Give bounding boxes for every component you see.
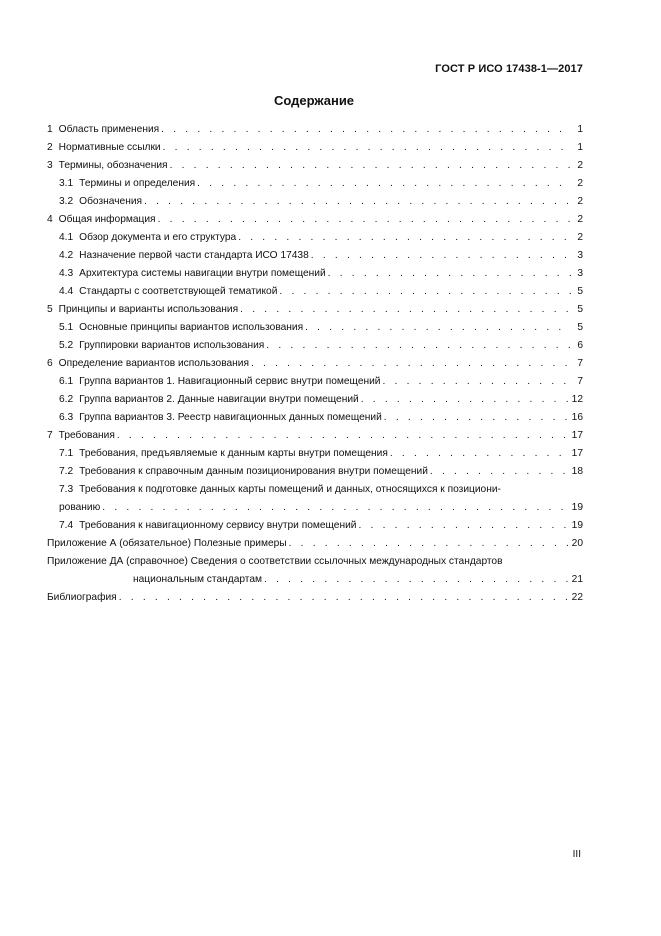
- toc-entry-number: 3: [47, 160, 53, 171]
- dot-leader: [264, 571, 570, 589]
- toc-entry-number: 7: [47, 430, 53, 441]
- dot-leader: [305, 319, 571, 337]
- toc-entry-page: 6: [577, 340, 583, 351]
- toc-entry-label: Обозначения: [79, 196, 143, 207]
- toc-entry-number: 6.2: [59, 394, 74, 405]
- toc-entry[interactable]: [47, 355, 583, 373]
- toc-entry[interactable]: [47, 211, 583, 229]
- dot-leader: [384, 409, 570, 427]
- toc-entry-page: 3: [577, 268, 583, 279]
- toc-entry-page: 7: [577, 376, 583, 387]
- page-folio: III: [572, 849, 581, 860]
- toc-entry-number: 5.1: [59, 322, 74, 333]
- toc-entry-page: 1: [577, 142, 583, 153]
- toc-entry-label: Группа вариантов 1. Навигационный сервис внутри помещений: [79, 376, 381, 387]
- toc-entry[interactable]: [47, 373, 583, 391]
- toc-entry-page: 7: [577, 358, 583, 369]
- toc-entry-label: Основные принципы вариантов использования: [79, 322, 304, 333]
- dot-leader: [163, 139, 571, 157]
- toc-entry[interactable]: [47, 445, 583, 463]
- toc-entry[interactable]: [47, 139, 583, 157]
- toc-entry-label: Обзор документа и его структура: [79, 232, 237, 243]
- toc-entry-page: 21: [571, 574, 583, 585]
- toc-entry-label: Требования к подготовке данных карты помещений и данных, относящихся к позициони-: [79, 484, 501, 495]
- toc-entry-number: 6.3: [59, 412, 74, 423]
- toc-entry[interactable]: [47, 409, 583, 427]
- toc-entry-page: 2: [577, 196, 583, 207]
- dot-leader: [144, 193, 571, 211]
- dot-leader: [251, 355, 571, 373]
- toc-entry-page: 20: [571, 538, 583, 549]
- toc-entry-label: Архитектура системы навигации внутри помещений: [79, 268, 326, 279]
- toc-entry-appendix-da[interactable]: [47, 553, 583, 589]
- toc-entry-number: 2: [47, 142, 53, 153]
- toc-entry-appendix-a[interactable]: [47, 535, 583, 553]
- toc-entry-bibliography[interactable]: [47, 589, 583, 607]
- toc-entry-page: 2: [577, 160, 583, 171]
- toc-entry-label: Определение вариантов использования: [58, 358, 249, 369]
- toc-entry-label: Принципы и варианты использования: [58, 304, 239, 315]
- toc-entry[interactable]: [47, 157, 583, 175]
- dot-leader: [197, 175, 571, 193]
- toc-entry-page: 2: [577, 232, 583, 243]
- dot-leader: [328, 265, 571, 283]
- toc-entry-label-cont: национальным стандартам: [133, 574, 263, 585]
- toc-entry-label: Группа вариантов 3. Реестр навигационных данных помещений: [79, 412, 382, 423]
- toc-entry-number: 7.2: [59, 466, 74, 477]
- toc-entry-label: Стандарты с соответствующей тематикой: [79, 286, 278, 297]
- toc-entry[interactable]: [47, 319, 583, 337]
- toc-entry-page: 17: [571, 448, 583, 459]
- toc-entry-number: 6: [47, 358, 53, 369]
- toc-entry-label: Требования к навигационному сервису внутри помещений: [79, 520, 357, 531]
- toc-entry-7-3[interactable]: [47, 481, 583, 517]
- toc-entry-page: 17: [571, 430, 583, 441]
- toc-entry-number: 5: [47, 304, 53, 315]
- toc-entry-page: 19: [571, 520, 583, 531]
- toc-entry-number: 4.2: [59, 250, 74, 261]
- toc-entry-page: 3: [577, 250, 583, 261]
- dot-leader: [161, 121, 571, 139]
- toc-entry-label: Нормативные ссылки: [58, 142, 161, 153]
- toc-entry-number: 4: [47, 214, 53, 225]
- toc-entry-7-4[interactable]: [47, 517, 583, 535]
- standard-code: ГОСТ Р ИСО 17438-1—2017: [435, 63, 583, 75]
- toc-entry-page: 5: [577, 304, 583, 315]
- dot-leader: [170, 157, 571, 175]
- toc-entry-number: 3.1: [59, 178, 74, 189]
- table-of-contents: [47, 121, 583, 607]
- toc-entry-page: 5: [577, 286, 583, 297]
- toc-entry-number: 7.4: [59, 520, 74, 531]
- toc-entry-label: Требования, предъявляемые к данным карты внутри помещения: [79, 448, 388, 459]
- toc-entry-page: 2: [577, 214, 583, 225]
- dot-leader: [266, 337, 571, 355]
- toc-entry-label-cont: рованию: [59, 502, 101, 513]
- toc-entry[interactable]: [47, 193, 583, 211]
- toc-entry[interactable]: [47, 337, 583, 355]
- toc-entry-number: 4.4: [59, 286, 74, 297]
- toc-entry-label: Требования: [58, 430, 115, 441]
- toc-entry-label: Назначение первой части стандарта ИСО 17438: [79, 250, 309, 261]
- toc-entry-page: 18: [571, 466, 583, 477]
- toc-entry-number: 1: [47, 124, 53, 135]
- toc-entry[interactable]: [47, 427, 583, 445]
- toc-entry[interactable]: [47, 301, 583, 319]
- dot-leader: [390, 445, 570, 463]
- dot-leader: [158, 211, 571, 229]
- toc-entry-number: 7.1: [59, 448, 74, 459]
- toc-entry[interactable]: [47, 247, 583, 265]
- toc-entry-page: 22: [571, 592, 583, 603]
- dot-leader: [238, 229, 571, 247]
- toc-entry-label: Приложение А (обязательное) Полезные примеры: [47, 538, 287, 549]
- toc-entry-number: 4.1: [59, 232, 74, 243]
- toc-entry[interactable]: [47, 391, 583, 409]
- dot-leader: [289, 535, 570, 553]
- toc-entry-number: 3.2: [59, 196, 74, 207]
- toc-entry-page: 19: [571, 502, 583, 513]
- toc-entry-label: Приложение ДА (справочное) Сведения о соответствии ссылочных международных стандартов: [47, 556, 503, 567]
- toc-entry-label: Область применения: [58, 124, 160, 135]
- toc-entry[interactable]: [47, 121, 583, 139]
- toc-entry-label: Термины, обозначения: [58, 160, 168, 171]
- toc-entry[interactable]: [47, 229, 583, 247]
- toc-entry-label: Общая информация: [58, 214, 156, 225]
- toc-entries: [47, 121, 583, 481]
- dot-leader: [311, 247, 571, 265]
- dot-leader: [358, 517, 569, 535]
- toc-entry-label: Группа вариантов 2. Данные навигации внутри помещений: [79, 394, 359, 405]
- toc-entry[interactable]: [47, 463, 583, 481]
- toc-entry[interactable]: [47, 283, 583, 301]
- dot-leader: [361, 391, 570, 409]
- toc-entry-page: 12: [571, 394, 583, 405]
- toc-entry-label: Группировки вариантов использования: [79, 340, 265, 351]
- toc-entry-number: 7.3: [59, 484, 74, 495]
- toc-entry-page: 16: [571, 412, 583, 423]
- dot-leader: [430, 463, 570, 481]
- toc-entry-number: 4.3: [59, 268, 74, 279]
- dot-leader: [117, 427, 570, 445]
- dot-leader: [279, 283, 571, 301]
- toc-entry-label: Требования к справочным данным позиционирования внутри помещений: [79, 466, 428, 477]
- dot-leader: [240, 301, 571, 319]
- toc-entry-number: 5.2: [59, 340, 74, 351]
- toc-entry[interactable]: [47, 175, 583, 193]
- toc-entry-label: Библиография: [47, 592, 117, 603]
- toc-entry-label: Термины и определения: [79, 178, 196, 189]
- toc-entry-page: 1: [577, 124, 583, 135]
- toc-entry-number: 6.1: [59, 376, 74, 387]
- dot-leader: [102, 499, 569, 517]
- toc-entry-page: 5: [577, 322, 583, 333]
- dot-leader: [383, 373, 572, 391]
- toc-entry[interactable]: [47, 265, 583, 283]
- toc-entry-page: 2: [577, 178, 583, 189]
- page-title: Содержание: [273, 93, 355, 108]
- dot-leader: [119, 589, 570, 607]
